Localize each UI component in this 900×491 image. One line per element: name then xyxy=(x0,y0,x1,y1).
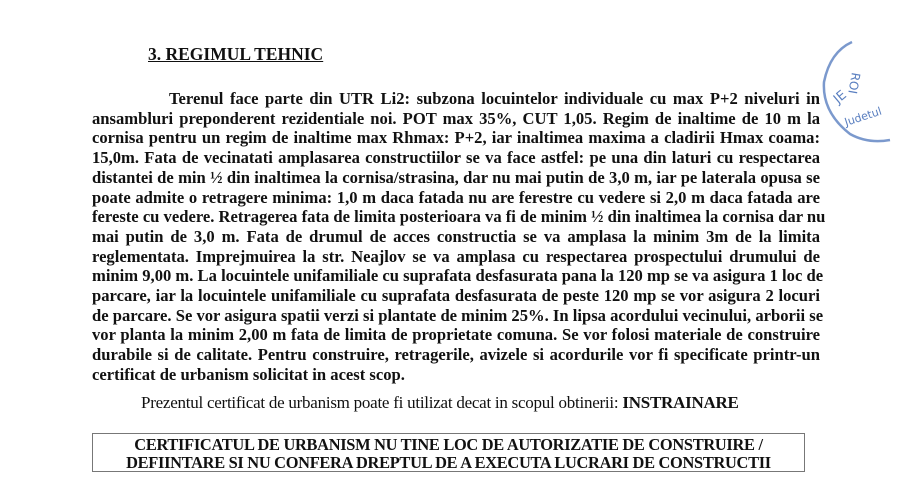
paragraph-line: 15,0m. Fata de vecinatati amplasarea constructiilor se va face astfel: pe una din laturi cu respectarea xyxy=(92,148,820,168)
notice-line-2: DEFIINTARE SI NU CONFERA DREPTUL DE A EXECUTA LUCRARI DE CONSTRUCTII xyxy=(126,453,771,472)
paragraph-line: mai putin de 3,0 m. Fata de drumul de acces constructia se va amplasa la minim 3m de la limita xyxy=(92,226,820,246)
paragraph-line: distantei de min ½ din inaltimea la cornisa/strasina, dar nu mai putin de 3,0 m, iar pe laterala opusa se xyxy=(92,167,820,187)
paragraph-line: poate admite o retragere minima: 1,0 m daca fatada nu are ferestre cu vedere si 2,0 m daca fatada are xyxy=(92,187,820,207)
paragraph-line: Terenul face parte din UTR Li2: subzona locuintelor individuale cu max P+2 niveluri in xyxy=(169,89,820,108)
stamp-text-top: ROI xyxy=(845,71,863,95)
legal-notice-box xyxy=(92,433,805,472)
usage-text: Prezentul certificat de urbanism poate fi utilizat decat in scopul obtinerii: xyxy=(141,393,623,412)
paragraph-line: de parcare. Se vor asigura spatii verzi si plantate de minim 25%. In lipsa acordului vecinului, arborii se xyxy=(92,305,824,325)
paragraph-line: minim 9,00 m. La locuintele unifamiliale cu suprafata desfasurata pana la 120 mp se va asigura 1 loc de xyxy=(92,266,824,286)
usage-statement xyxy=(141,393,739,413)
paragraph-line: fereste cu vedere. Retragerea fata de limita posterioara va fi de minim ½ din inaltimea la cornisa dar nu xyxy=(92,207,826,227)
paragraph-line: ansambluri preponderent rezidentiale noi. POT max 35%, CUT 1,05. Regim de inaltime de 10 m la xyxy=(92,108,820,128)
official-stamp-icon xyxy=(810,22,900,152)
usage-purpose: INSTRAINARE xyxy=(622,393,739,412)
paragraph-line: parcare, iar la locuintele unifamiliale cu suprafata desfasurata de peste 120 mp se vor asigura 2 locuri xyxy=(92,286,820,306)
stamp-text-bottom: Judetul xyxy=(842,104,884,129)
paragraph-line: certificat de urbanism solicitat in acest scop. xyxy=(92,364,405,384)
paragraph-line: durabile si de calitate. Pentru construire, retragerile, avizele si acordurile vor fi specificate printr-un xyxy=(92,345,820,365)
section-heading: 3. REGIMUL TEHNIC xyxy=(148,44,324,64)
paragraph-line: cornisa pentru un regim de inaltime max Rhmax: P+2, iar inaltimea maxima a cladirii Hmax coama: xyxy=(92,128,820,148)
paragraph-line: vor planta la minim 2,00 m fata de limita de proprietate comuna. Se vor folosi materiale de construire xyxy=(92,325,820,345)
paragraph-line: reglementata. Imprejmuirea la str. Neajlov se va amplasa cu respectarea prospectului drumului de xyxy=(92,246,820,266)
notice-line-1: CERTIFICATUL DE URBANISM NU TINE LOC DE AUTORIZATIE DE CONSTRUIRE / xyxy=(134,435,763,454)
stamp-text-mid: JE xyxy=(830,87,850,108)
technical-regime-paragraph xyxy=(92,89,826,385)
